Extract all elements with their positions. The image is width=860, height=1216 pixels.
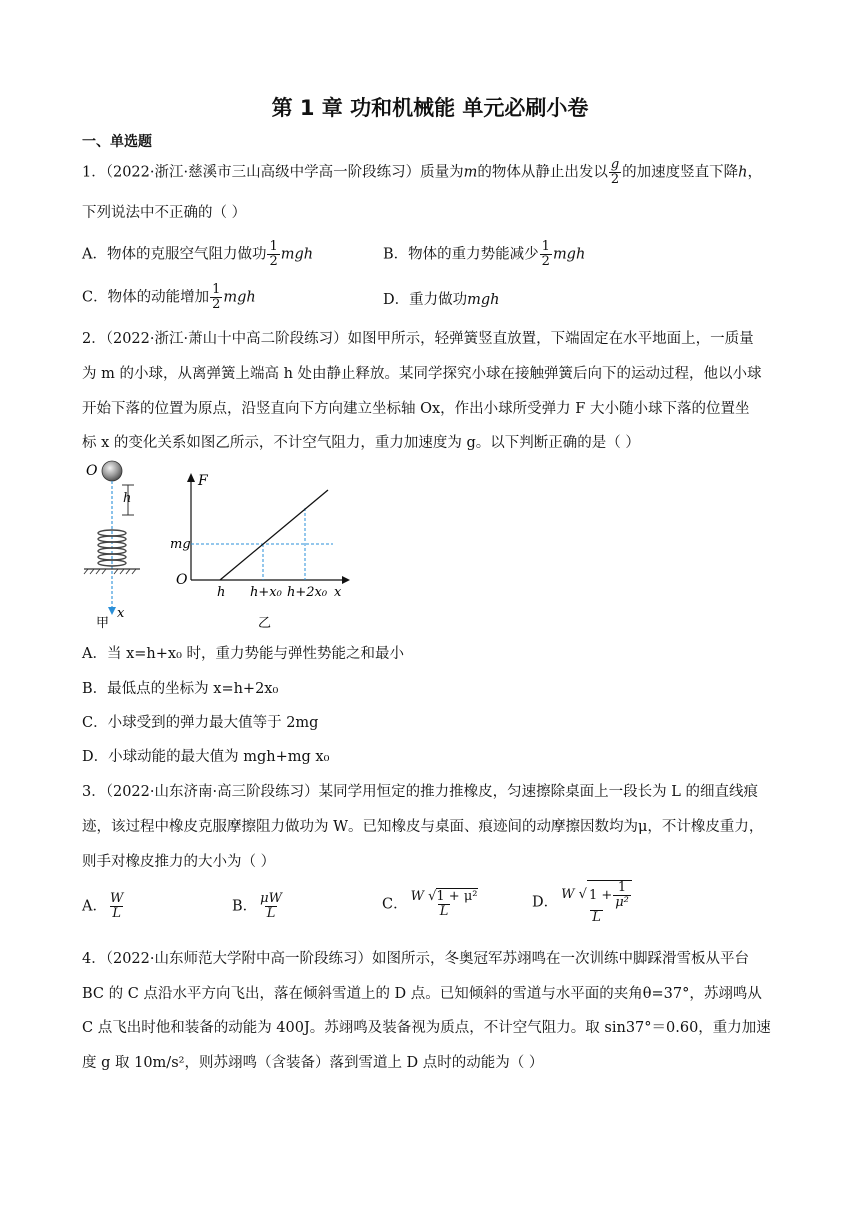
h-label: h <box>123 491 132 506</box>
frac-num-w: W <box>561 887 575 902</box>
section-heading: 一、单选题 <box>82 134 152 150</box>
option-label: A． <box>82 898 107 915</box>
frac-num-w: W <box>410 889 424 904</box>
q1-stem-part: 的物体从静止出发以 <box>477 164 608 181</box>
force-graph <box>170 470 350 630</box>
figure-yi-caption: 乙 <box>258 616 272 630</box>
frac-den: L <box>266 906 276 921</box>
origin-label: O <box>86 463 98 479</box>
option-fraction <box>267 240 279 269</box>
x-axis-label: x <box>117 606 125 621</box>
frac-den: L <box>439 904 449 919</box>
option-fraction <box>258 892 284 921</box>
radicand-one: 1 + <box>588 887 613 903</box>
frac-den: L <box>112 906 121 921</box>
q3-option-a[interactable] <box>82 892 126 921</box>
frac-den: 2 <box>269 254 278 269</box>
q1-fraction <box>609 158 621 187</box>
q1-option-d[interactable] <box>383 288 500 309</box>
option-fraction <box>540 240 552 269</box>
frac-num: W √1 + μ² <box>410 889 478 904</box>
frac-den: 2 <box>541 254 550 269</box>
q1-stem-part: 的加速度竖直下降 <box>622 164 739 181</box>
option-label: D． <box>532 894 559 911</box>
q1-stem-line1 <box>82 158 762 187</box>
option-label: D．重力做功 <box>383 292 468 308</box>
frac-num: g <box>610 157 620 172</box>
tick-h-label: h <box>217 585 226 600</box>
q2-stem-line4: 标 x 的变化关系如图乙所示，不计空气阻力，重力加速度为 g。以下判断正确的是（ ） <box>82 435 640 451</box>
y-arrow-icon <box>187 473 195 482</box>
q1-stem-line2: 下列说法中不正确的（ ） <box>82 205 247 221</box>
q4-stem-line1: 4．（2022·山东师范大学附中高一阶段练习）如图所示，冬奥冠军苏翊鸣在一次训练中脚踩滑雪板从平台 <box>82 951 749 967</box>
q1-stem-part: ， <box>747 164 763 181</box>
spring-coil <box>98 530 126 566</box>
q2-option-d[interactable]: D．小球动能的最大值为 mgh+mg x₀ <box>82 749 330 765</box>
q4-stem-line2: BC 的 C 点沿水平方向飞出，落在倾斜雪道上的 D 点。已知倾斜的雪道与水平面的夹角θ=37°，苏翊鸣从 <box>82 986 762 1002</box>
option-fraction <box>108 892 125 921</box>
figure-jia-caption: 甲 <box>96 616 110 630</box>
frac-num: 1 <box>269 239 278 254</box>
frac-den: L <box>592 910 601 925</box>
option-label: C．物体的动能增加 <box>82 289 210 306</box>
q3-option-c[interactable] <box>382 890 481 919</box>
frac-den: μ² <box>615 895 629 910</box>
frac-num: μW <box>260 891 282 906</box>
force-line <box>220 490 328 580</box>
radicand: 1 + μ² <box>436 889 478 904</box>
option-formula: mgh <box>467 292 500 308</box>
frac-den: 2 <box>610 172 620 187</box>
q1-stem-part: 1．（2022·浙江·慈溪市三山高级中学高一阶段练习）质量为 <box>82 164 464 181</box>
q2-stem-line2: 为 m 的小球，从离弹簧上端高 h 处由静止释放。某同学探究小球在接触弹簧后向下的运动过程，他以小球 <box>82 366 762 382</box>
option-label: C． <box>382 896 408 913</box>
tick-h-x0-label: h+x₀ <box>250 585 282 600</box>
frac-den: 2 <box>212 297 221 312</box>
option-fraction <box>409 890 480 919</box>
frac-num: W <box>109 891 124 906</box>
mg-label: mg <box>170 537 191 552</box>
q4-stem-line3: C 点飞出时他和装备的动能为 400J。苏翊鸣及装备视为质点，不计空气阻力。取 sin37°＝0.60，重力加速 <box>82 1020 771 1036</box>
q2-option-c[interactable]: C．小球受到的弹力最大值等于 2mg <box>82 715 319 731</box>
q3-stem-line2: 迹，该过程中橡皮克服摩擦阻力做功为 W。已知橡皮与桌面、痕迹间的动摩擦因数均为μ，不计橡皮重力， <box>82 819 764 835</box>
q2-stem-line3: 开始下落的位置为原点，沿竖直向下方向建立坐标轴 Ox，作出小球所受弹力 F 大小随小球下落的位置坐 <box>82 401 750 417</box>
y-axis-label: F <box>198 473 208 489</box>
q3-stem-line1: 3．（2022·山东济南·高三阶段练习）某同学用恒定的推力推橡皮，匀速擦除桌面上一段长为 L 的细直线痕 <box>82 784 758 800</box>
frac-num: 1 <box>541 239 550 254</box>
inner-fraction <box>613 881 631 910</box>
graph-x-label: x <box>334 585 342 600</box>
q1-var-m: m <box>463 164 478 181</box>
q1-option-b[interactable] <box>383 240 585 269</box>
tick-h-2x0-label: h+2x₀ <box>287 585 328 600</box>
option-label: B． <box>232 898 258 915</box>
q1-option-c[interactable] <box>82 283 256 312</box>
q2-option-a[interactable]: A．当 x=h+x₀ 时，重力势能与弹性势能之和最小 <box>82 646 404 662</box>
q3-option-d[interactable] <box>532 880 635 925</box>
x-arrow-icon <box>342 576 350 584</box>
ground-hatch <box>84 569 136 574</box>
option-formula: mgh <box>552 246 586 263</box>
q1-var-h: h <box>738 164 748 181</box>
q2-option-b[interactable]: B．最低点的坐标为 x=h+2x₀ <box>82 681 279 697</box>
radicand <box>587 880 632 910</box>
page-title: 第 1 章 功和机械能 单元必刷小卷 <box>271 96 589 120</box>
option-fraction <box>210 283 222 312</box>
option-formula: mgh <box>280 246 314 263</box>
option-fraction <box>559 880 634 925</box>
option-label: B．物体的重力势能减少 <box>383 246 539 263</box>
q3-option-b[interactable] <box>232 892 285 921</box>
option-formula: mgh <box>223 289 256 306</box>
q2-stem-line1: 2．（2022·浙江·萧山十中高二阶段练习）如图甲所示，轻弹簧竖直放置，下端固定在水平地面上，一质量 <box>82 331 754 347</box>
q3-stem-line3: 则手对橡皮推力的大小为（ ） <box>82 854 276 870</box>
ball-shape <box>102 461 122 481</box>
option-label: A．物体的克服空气阻力做功 <box>82 246 267 263</box>
frac-num: 1 <box>212 282 221 297</box>
q4-stem-line4: 度 g 取 10m/s²，则苏翊鸣（含装备）落到雪道上 D 点时的动能为（ ） <box>82 1055 544 1071</box>
spring-figure <box>82 455 152 630</box>
frac-num: W √ 1 + $\frac{1}{\text{μ²}}$ <box>559 880 634 910</box>
frac-num: 1 <box>617 880 627 895</box>
arrow-down-icon <box>108 607 116 615</box>
graph-origin-label: O <box>176 572 188 588</box>
q1-option-a[interactable] <box>82 240 313 269</box>
